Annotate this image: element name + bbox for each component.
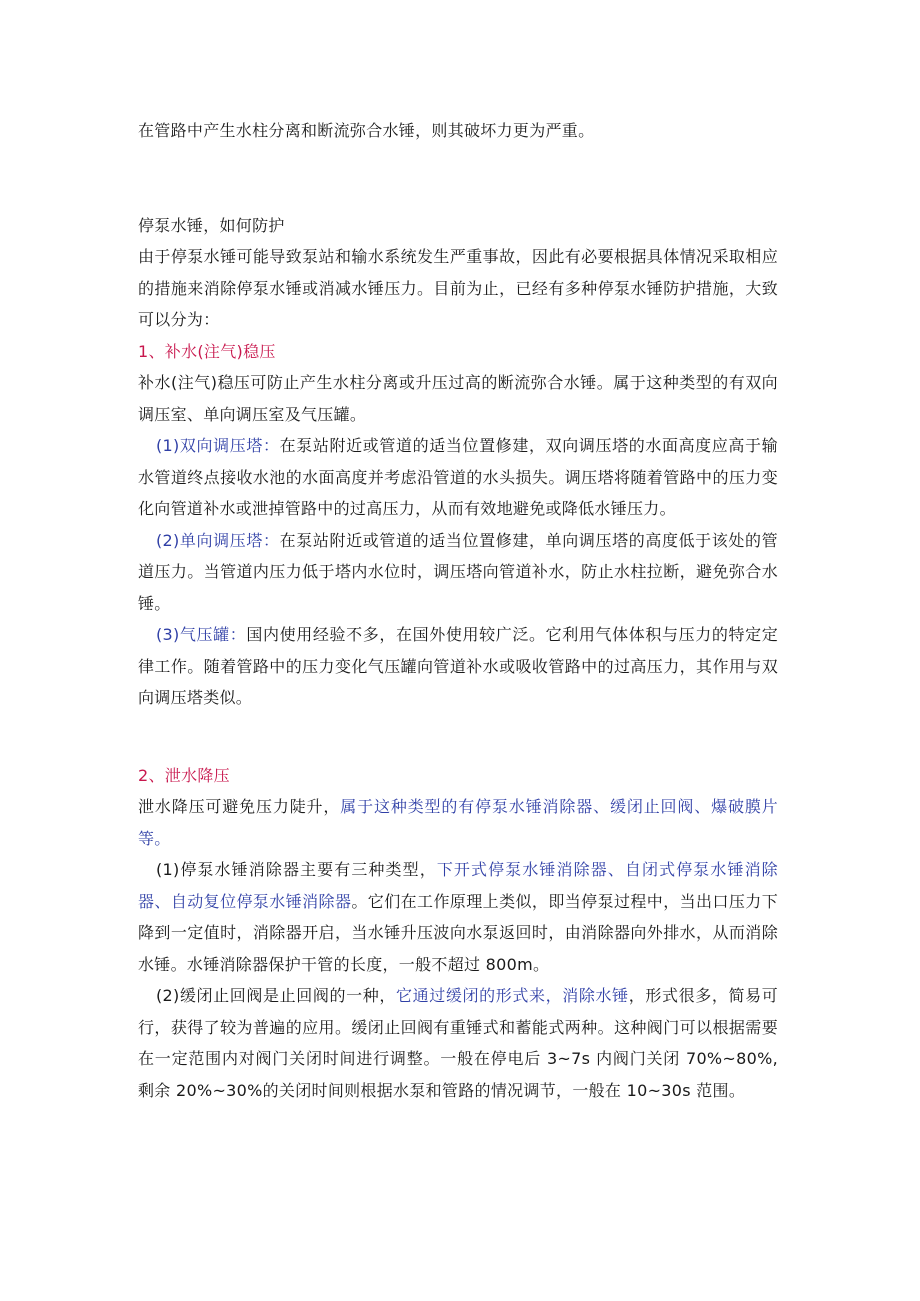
text-highlight: 它通过缓闭的形式来，消除水锤 <box>396 986 629 1005</box>
method2-heading: 2、泄水降压 <box>138 765 230 785</box>
item-text: 在泵站附近或管道的适当位置修建，双向调压塔的水面高度应高于输水管道终点接收水池的水面高度并考虑沿管道的水头损失。调压塔将随着管路中的压力变化向管道补水或泄掉管路中的过高压力，从而有效地避免或降低水锤压力。 <box>138 436 778 518</box>
intro-plain: 泄水降压可避免压力陡升， <box>138 797 341 816</box>
document-body <box>138 115 778 1106</box>
item-label: (2)单向调压塔： <box>156 530 280 550</box>
method1-item-single-surge-tower <box>138 525 778 620</box>
method2-item-eliminator <box>138 854 778 980</box>
intro-highlight: 属于这种类型的有停泵水锤消除器、缓闭止回阀、爆破膜片等。 <box>138 797 778 848</box>
item-text: 国内使用经验不多，在国外使用较广泛。它利用气体体积与压力的特定定律工作。随着管路中的压力变化气压罐向管道补水或吸收管路中的过高压力，其作用与双向调压塔类似。 <box>138 625 779 707</box>
item-label: (1)双向调压塔： <box>156 436 280 455</box>
text-highlight: 下开式停泵水锤消除器、自闭式停泵水锤消除器、自动复位停泵水锤消除器 <box>138 860 778 911</box>
spacer <box>138 714 778 760</box>
item-text: 在泵站附近或管道的适当位置修建，单向调压塔的高度低于该处的管道压力。当管道内压力低于塔内水位时，调压塔向管道补水，防止水柱拉断，避免弥合水锤。 <box>138 530 778 613</box>
method1-item-air-vessel <box>138 619 778 714</box>
section-title: 停泵水锤，如何防护 <box>138 215 285 235</box>
method1-item-double-surge-tower <box>138 430 778 525</box>
method1-heading: 1、补水(注气)稳压 <box>138 341 276 361</box>
text-plain: (2)缓闭止回阀是止回阀的一种， <box>156 986 396 1005</box>
item-label: (3)气压罐： <box>156 625 247 644</box>
spacer <box>138 147 778 210</box>
method2-item-slow-closing-valve <box>138 980 778 1106</box>
section-intro: 由于停泵水锤可能导致泵站和输水系统发生严重事故，因此有必要根据具体情况采取相应的措施来消除停泵水锤或消减水锤压力。目前为止，已经有多种停泵水锤防护措施，大致可以分为： <box>138 247 778 329</box>
method1-intro: 补水(注气)稳压可防止产生水柱分离或升压过高的断流弥合水锤。属于这种类型的有双向调压室、单向调压室及气压罐。 <box>138 373 778 424</box>
text-plain: 。它们在工作原理上类似，即当停泵过程中，当出口压力下降到一定值时，消除器开启，当水锤升压波向水泵返回时，由消除器向外排水，从而消除水锤。水锤消除器保护干管的长度，一般不超过 800m。 <box>138 891 778 974</box>
intro-line: 在管路中产生水柱分离和断流弥合水锤，则其破坏力更为严重。 <box>138 121 595 140</box>
method2-intro <box>138 791 778 854</box>
text-plain: ，形式很多，简易可行，获得了较为普遍的应用。缓闭止回阀有重锤式和蓄能式两种。这种阀门可以根据需要在一定范围内对阀门关闭时间进行调整。一般在停电后 3~7s 内阀门关闭 70%~80%,剩余 20%~30%的关闭时间则根据水泵和管路的情况调节，一般在 10~30s 范围。 <box>138 986 779 1100</box>
text-plain: (1)停泵水锤消除器主要有三种类型， <box>156 860 437 879</box>
